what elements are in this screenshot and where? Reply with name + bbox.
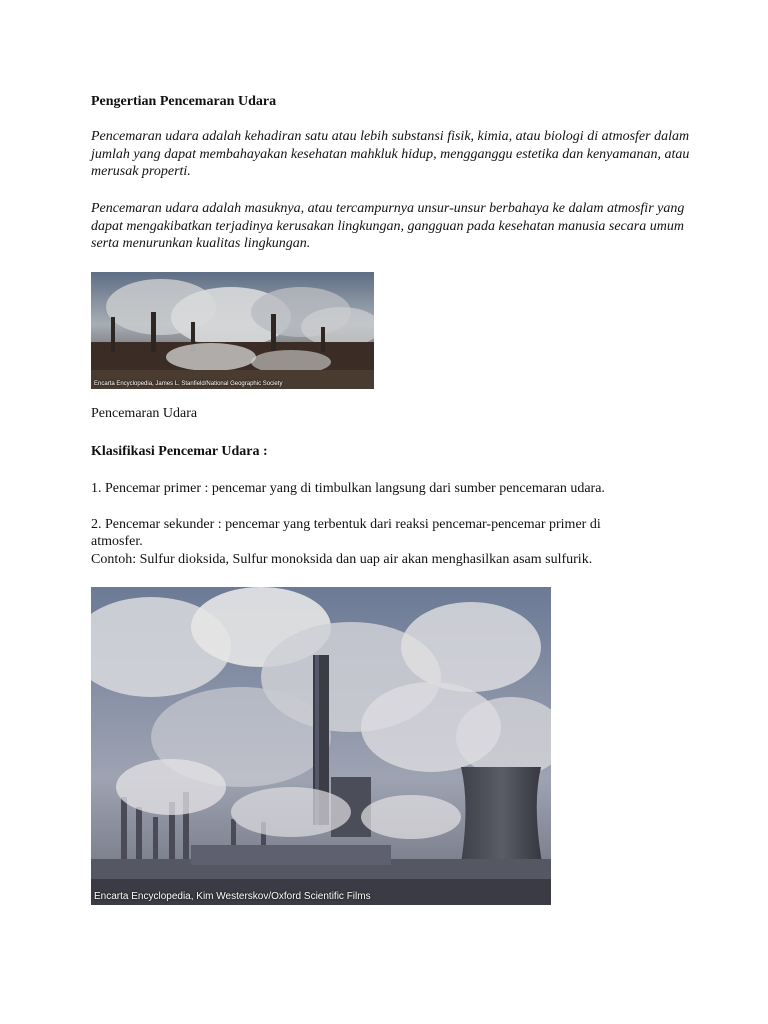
classification-heading: Klasifikasi Pencemar Udara : bbox=[91, 444, 268, 459]
power-plant-illustration bbox=[91, 587, 551, 905]
image-credit: Encarta Encyclopedia, Kim Westerskov/Oxford Scientific Films bbox=[94, 891, 371, 902]
industrial-smoke-illustration bbox=[91, 272, 374, 389]
example-text: Contoh: Sulfur dioksida, Sulfur monoksida dan uap air akan menghasilkan asam sulfurik. bbox=[91, 552, 593, 567]
definition-paragraph-1: Pencemaran udara adalah kehadiran satu atau lebih substansi fisik, kimia, atau biologi di atmosfer dalam jumlah yang dapat membahayakan kesehatan mahkluk hidup, mengganggu estetika dan kenyamanan, atau merusak properti. bbox=[91, 129, 690, 179]
definition-paragraph-2: Pencemaran udara adalah masuknya, atau tercampurnya unsur-unsur berbahaya ke dalam atmosfir yang dapat mengakibatkan terjadinya kerusakan lingkungan, gangguan pada kesehatan manusia secara umum serta menurunkan kualitas lingkungan. bbox=[91, 201, 685, 251]
list-item-secondary: 2. Pencemar sekunder : pencemar yang terbentuk dari reaksi pencemar-pencemar primer di atmosfer. bbox=[91, 517, 601, 549]
document-heading: Pengertian Pencemaran Udara bbox=[91, 94, 277, 109]
power-plant-photo bbox=[91, 587, 551, 905]
industrial-smoke-photo bbox=[91, 272, 374, 389]
image-credit: Encarta Encyclopedia, James L. Stanfield/National Geographic Society bbox=[94, 381, 283, 387]
image-caption: Pencemaran Udara bbox=[91, 406, 198, 421]
list-item-primary: 1. Pencemar primer : pencemar yang di timbulkan langsung dari sumber pencemaran udara. bbox=[91, 481, 605, 496]
